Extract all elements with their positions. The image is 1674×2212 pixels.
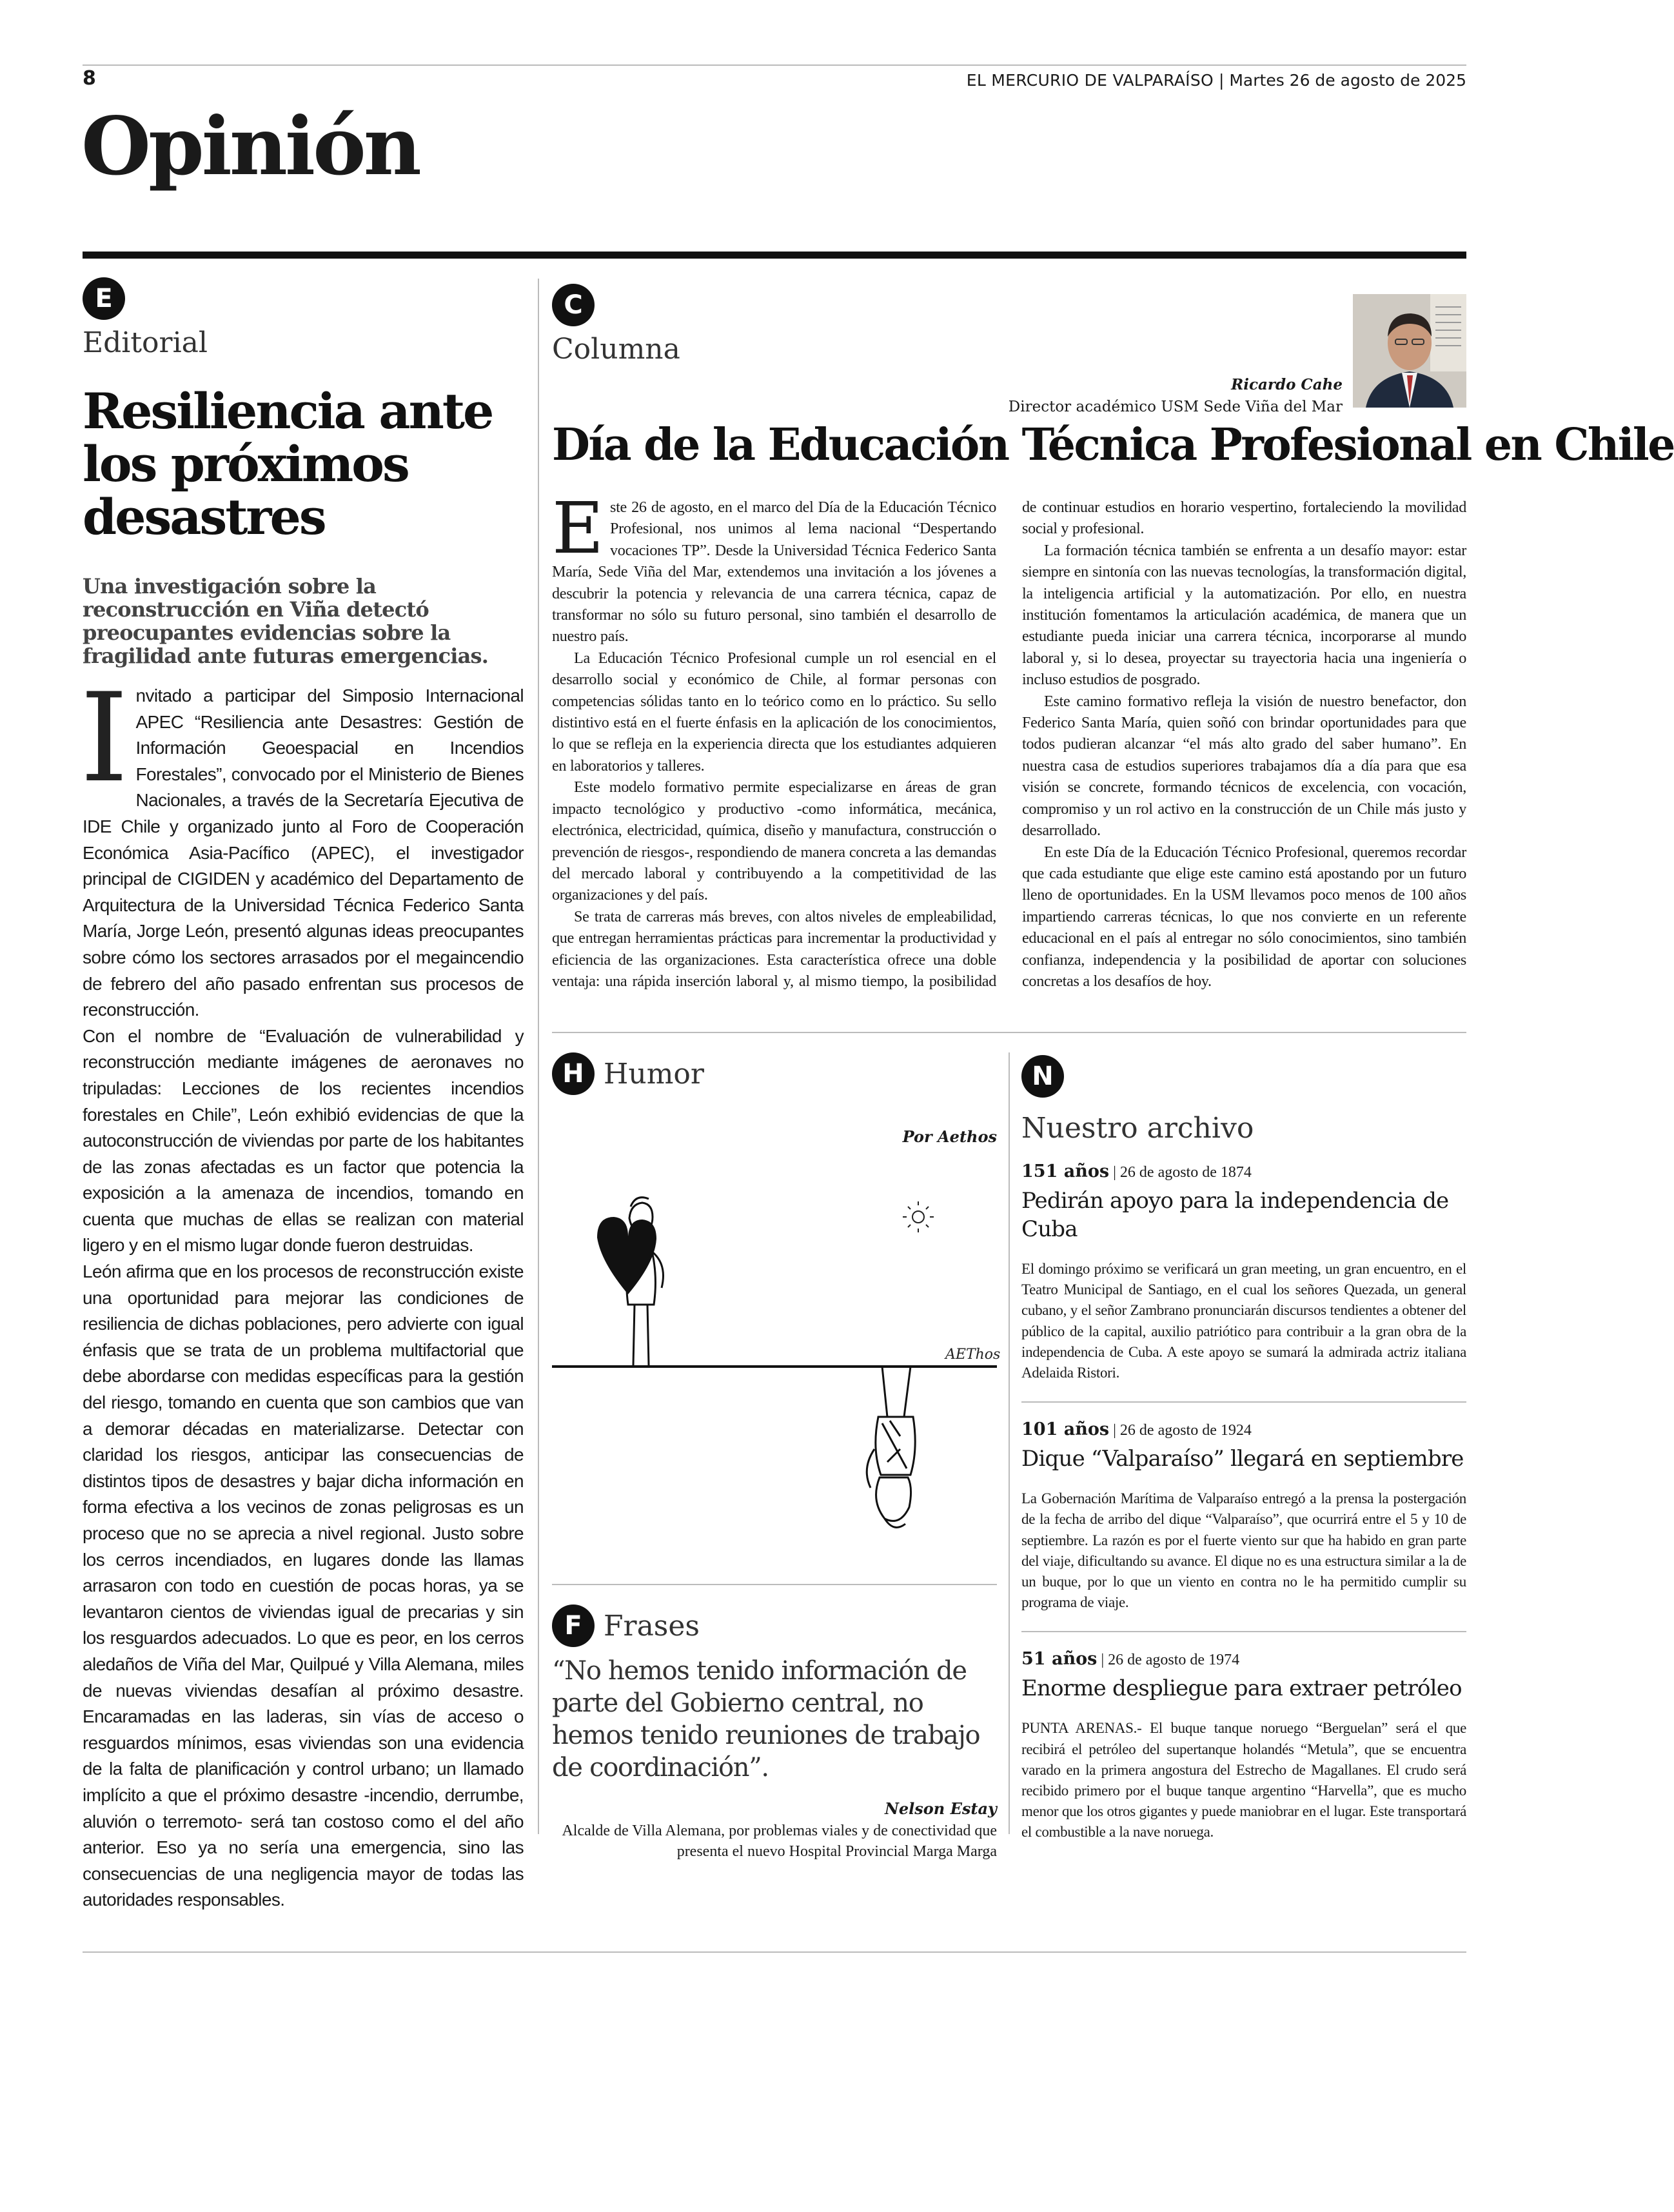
column-divider	[538, 279, 539, 1834]
quote-author-role: Alcalde de Villa Alemana, por problemas viales y de conectividad que presenta el nuevo Hospital Provincial Marga Marga	[562, 1822, 997, 1860]
column-title: Día de la Educación Técnica Profesional en Chile	[552, 419, 1674, 471]
author-role: Director académico USM Sede Viña del Mar	[1008, 399, 1343, 415]
archive-date: | 26 de agosto de 1924	[1109, 1422, 1252, 1439]
archive-years: 151 años	[1021, 1161, 1110, 1181]
page-number: 8	[83, 67, 96, 90]
featured-quote: “No hemos tenido información de parte del Gobierno central, no hemos tenido reuniones de trabajo de coordinación”.	[552, 1656, 980, 1782]
archive-item-title: Pedirán apoyo para la independencia de Cuba	[1021, 1188, 1449, 1242]
archive-item	[1021, 1161, 1466, 1403]
archive-letter-badge: N	[1021, 1055, 1064, 1098]
archive-item-date	[1021, 1161, 1466, 1181]
column-paragraph: La Educación Técnico Profesional cumple un rol esencial en el desarrollo social y económico de Chile, al formar personas con competencias sólidas tanto en lo teórico como en lo práctico. Su sello distintivo está en el fuerte énfasis en la aplicación de los conocimientos, lo que se refleja en la experiencia directa que los estudiantes adquieren en laboratorios y talleres.	[552, 649, 996, 775]
frases-section	[552, 1605, 997, 1862]
quote-author: Nelson Estay	[884, 1799, 997, 1818]
editorial-body	[80, 667, 524, 1913]
column-paragraph-text: ste 26 de agosto, en el marco del Día de la Educación Técnico Profesional, nos unimos al lema nacional “Despertando vocaciones TP”. Desde la Universidad Técnica Federico Santa María, Sede Viña del Mar, extendemos una invitación a los jóvenes a descubrir la potencia y relevancia de una carrera técnica, capaz de transformar no sólo su futuro personal, sino también el desarrollo de nuestro país.	[552, 499, 996, 646]
editorial-title: Resiliencia ante los próximos desastres	[83, 382, 493, 546]
archive-item-body: El domingo próximo se verificará un gran meeting, un gran encuentro, en el Teatro Municipal de Santiago, en el cual los señores Quezada, un general cubano, y el señor Zambrano pronunciarán discursos tendientes a obtener del público de la capital, auxilio patriótico para contribuir a la gran obra de la independencia de Cuba. A este apoyo se sumará la admirada actriz italiana Adelaida Ristori.	[1021, 1261, 1466, 1381]
author-block	[1009, 374, 1343, 418]
humor-section	[552, 1052, 1001, 1539]
humor-cartoon	[552, 1165, 1001, 1539]
cartoon-signature: AEThos	[945, 1347, 1001, 1363]
column-paragraph	[552, 487, 996, 647]
editorial-paragraph-text: nvitado a participar del Simposio Internacional APEC “Resiliencia ante Desastres: Gestión de Información Geoespacial en Incendios Forestales”, convocado por el Ministerio de Bienes Nacionales, a través de la Secretaría Ejecutiva de IDE Chile y organizado junto al Foro de Cooperación Económica Asia-Pacífico (APEC), el investigador principal de CIGIDEN y académico del Departamento de Arquitectura de la Universidad Técnica Federico Santa María, Jorge León, presentó algunas ideas preocupantes sobre cómo los sectores arrasados por el megaincendio de febrero del año pasado enfrentan sus procesos de reconstrucción.	[83, 686, 524, 1020]
humor-letter-badge: H	[552, 1052, 595, 1095]
editorial-paragraph: León afirma que en los procesos de reconstrucción existe una oportunidad para mejorar las condiciones de resiliencia de dichas poblaciones, pero advierte con igual énfasis que se trata de un problema multifactorial que debe abordarse con medidas específicas para la gestión del riesgo, tomando en cuenta que son cambios que van a demorar décadas en materializarse. Detectar con claridad los riesgos, anticipar las consecuencias de distintos tipos de desastres y bajar dicha información en forma efectiva a los vecinos de zonas peligrosas es un proceso que no se aprecia a nivel regional. Justo sobre los cerros incendiados, en lugares donde las llamas arrasaron con todo en cuestión de pocas horas, ya se levantaron cientos de viviendas igual de precarias y sin los resguardos adecuados. Lo que es peor, en los cerros aledaños de Viña del Mar, Quilpué y Villa Alemana, miles de nuevas viviendas desafían al próximo desastre. Encaramadas en las laderas, sin vías de acceso o resguardos mínimos, esas viviendas son una evidencia de la falta de planificación y control urbano; un llamado implícito a que el próximo desastre -incendio, derrumbe, aluvión o terremoto- será tan costoso como el del año anterior. Eso ya no sería una emergencia, sino las consecuencias de una negligencia mayor de todas las autoridades responsables.	[83, 1261, 524, 1910]
archive-item-body: La Gobernación Marítima de Valparaíso entregó a la prensa la postergación de la fecha de arribo del dique “Valparaíso”, que ocurrirá entre el 5 y 10 de septiembre. La razón es por el fuerte viento sur que ha habido en gran parte del viaje, dificultando su avance. El dique no es una estructura similar a la de un buque, por lo que un viento en contra no le ha permitido cumplir su programa de viaje.	[1021, 1490, 1466, 1611]
column-letter-badge: C	[552, 284, 595, 326]
opinion-column	[552, 284, 1674, 990]
archive-divider	[1009, 1052, 1010, 1834]
issue-date: Martes 26 de agosto de 2025	[1229, 71, 1466, 90]
humor-header	[552, 1052, 997, 1095]
archive-item-date	[1021, 1649, 1466, 1669]
archive-date: | 26 de agosto de 1974	[1097, 1652, 1240, 1669]
archive-years: 101 años	[1021, 1419, 1110, 1440]
editorial-paragraph: Con el nombre de “Evaluación de vulnerabilidad y reconstrucción mediante imágenes de aeronaves no tripuladas: Lecciones de los recientes incendios forestales en Chile”, León exhibió evidencias de que la autoconstrucción de viviendas por parte de los habitantes de las zonas afectadas es un factor que potencia la exposición a la amenaza de incendios, tomando en cuenta que muchas de ellas se realizan con material ligero y en el mismo lugar donde fueron destruidas.	[83, 1025, 524, 1256]
bottom-rule	[83, 1951, 1466, 1953]
archive-item-body: PUNTA ARENAS.- El buque tanque noruego “Berguelan” será el que recibirá el petróleo del supertanque holandés “Metula”, que se encuentra varado en la primera angostura del Estrecho de Magallanes. El crudo será recibido primero por el buque tanque argentino “Harvella”, que es mucho menor que los otros gigantes y puede maniobrar en el lugar. Este transportará el combustible a la nave noruega.	[1021, 1720, 1466, 1841]
archive-date: | 26 de agosto de 1874	[1109, 1164, 1252, 1181]
section-title: Opinión	[81, 100, 419, 193]
humor-bottom-rule	[552, 1584, 997, 1585]
column-paragraph: Este camino formativo refleja la visión de nuestro benefactor, don Federico Santa María, quien soñó con brindar oportunidades para que todos pudieran alcanzar “el más alto grado del saber humano”. En nuestra casa de estudios superiores trabajamos día a día para que esa visión se concrete, formando técnicos de excelencia, con vocación, compromiso y un rol activo en la construcción de un Chile más justo y desarrollado.	[1022, 692, 1466, 840]
editorial-dropcap: I	[80, 667, 128, 809]
archive-item-title: Enorme despliegue para extraer petróleo	[1021, 1675, 1462, 1702]
column-kicker: Columna	[552, 333, 680, 366]
section-rule	[83, 252, 1466, 259]
archive-item	[1021, 1649, 1466, 1842]
column-dropcap: E	[552, 487, 604, 569]
masthead-separator: |	[1214, 71, 1230, 90]
archive-item	[1021, 1419, 1466, 1632]
editorial-subtitle: Una investigación sobre la reconstrucción en Viña detectó preocupantes evidencias sobre la fragilidad ante futuras emergencias.	[83, 574, 489, 668]
archive-separator	[1021, 1631, 1466, 1632]
newspaper-name: EL MERCURIO DE VALPARAÍSO	[966, 71, 1214, 90]
editorial-paragraph	[80, 667, 524, 1023]
author-name: Ricardo Cahe	[1231, 376, 1343, 393]
frases-kicker: Frases	[604, 1609, 700, 1643]
archive-kicker: Nuestro archivo	[1021, 1112, 1254, 1145]
column-paragraph: Este modelo formativo permite especializarse en áreas de gran impacto tecnológico y productivo -como informática, mecánica, electrónica, electricidad, química, diseño y manufactura, construcción o prevención de riesgos-, respondiendo de manera concreta a las demandas del mercado laboral y contribuyendo a la competitividad de las organizaciones y del país.	[552, 778, 996, 904]
column-paragraph: La formación técnica también se enfrenta a un desafío mayor: estar siempre en sintonía con las nuevas tecnologías, la transformación digital, la inteligencia artificial y la automatización. Por ello, en nuestra institución fomentamos la articulación académica, de manera que un estudiante pueda iniciar una carrera técnica, incorporarse al mundo laboral y, si lo desea, proyectar su trayectoria hacia una ingeniería o incluso estudios de posgrado.	[1022, 541, 1466, 689]
archive-item-title: Dique “Valparaíso” llegará en septiembre	[1021, 1446, 1464, 1472]
archive-separator	[1021, 1401, 1466, 1403]
top-rule	[83, 64, 1466, 66]
frases-letter-badge: F	[552, 1605, 595, 1647]
archive-item-date	[1021, 1419, 1466, 1439]
archive-section	[1021, 1055, 1466, 1843]
archive-years: 51 años	[1021, 1649, 1098, 1670]
column-paragraph: Se trata de carreras más breves, con altos niveles de empleabilidad, que entregan herramientas prácticas para incrementar la productividad y eficiencia de las organizaciones. Esta característica ofrece una doble ventaja: una rápida inserción laboral y, al mismo tiempo, la posibilidad de continuar estudios en horario vespertino, fortaleciendo la movilidad social y profesional.	[552, 499, 1466, 990]
editorial-article	[80, 277, 524, 1913]
column-bottom-rule	[552, 1032, 1466, 1033]
author-photo	[1353, 294, 1466, 408]
humor-byline: Por Aethos	[902, 1127, 997, 1146]
editorial-letter-badge: E	[83, 277, 125, 320]
humor-kicker: Humor	[604, 1057, 704, 1091]
masthead	[967, 71, 1466, 90]
cartoon-illustration	[552, 1165, 1001, 1539]
column-body	[552, 487, 1466, 992]
column-paragraph: En este Día de la Educación Técnico Profesional, queremos recordar que cada estudiante que elige este camino está apostando por un futuro lleno de oportunidades. En la USM llevamos poco menos de 100 años impartiendo carreras técnicas, lo que nos convierte en un referente educacional en el país al entregar no sólo conocimientos, sino también confianza, independencia y la posibilidad de aportar con soluciones concretas a los desafíos de hoy.	[1022, 843, 1466, 990]
frases-header	[552, 1605, 997, 1647]
editorial-kicker: Editorial	[83, 326, 208, 359]
